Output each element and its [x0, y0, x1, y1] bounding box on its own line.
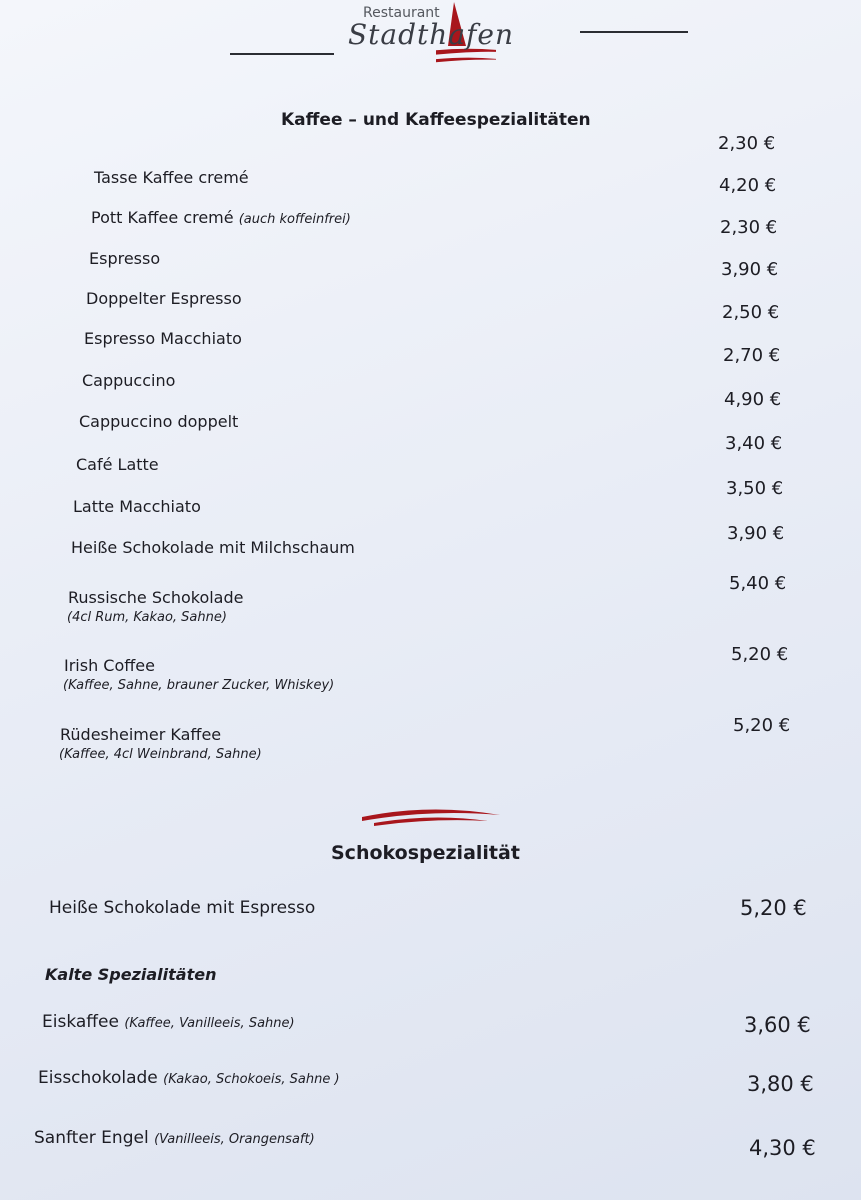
wave-divider-icon — [360, 805, 502, 827]
menu-item-name: Heiße Schokolade mit Espresso — [49, 898, 316, 918]
menu-item-price: 3,80 € — [747, 1072, 814, 1096]
menu-item-name: Espresso — [89, 249, 161, 268]
menu-header — [0, 0, 861, 80]
menu-item-price: 2,70 € — [723, 345, 781, 366]
logo-right-rule — [580, 31, 688, 33]
section-title-schoko: Schokospezialität — [331, 842, 520, 864]
menu-item-price: 3,90 € — [727, 523, 785, 544]
menu-item-note: (Kakao, Schokoeis, Sahne ) — [163, 1072, 340, 1087]
menu-item-price: 4,30 € — [749, 1136, 816, 1160]
menu-item-price: 4,90 € — [724, 389, 782, 410]
menu-item-note: (auch koffeinfrei) — [238, 212, 351, 227]
logo-restaurant-text: Restaurant — [363, 5, 440, 21]
menu-item-name: Heiße Schokolade mit Milchschaum — [71, 538, 355, 557]
menu-item-price: 3,40 € — [725, 433, 783, 454]
menu-item-price: 5,20 € — [731, 644, 789, 665]
menu-item-price: 2,50 € — [722, 302, 780, 323]
section-title-kalte: Kalte Spezialitäten — [45, 965, 217, 984]
logo-left-rule — [230, 53, 334, 55]
menu-item-price: 5,40 € — [729, 573, 787, 594]
menu-item-price: 3,50 € — [726, 478, 784, 499]
menu-item-note: (Kaffee, Vanilleeis, Sahne) — [124, 1016, 295, 1031]
menu-item-name: Sanfter Engel (Vanilleeis, Orangensaft) — [34, 1128, 315, 1148]
menu-item-note: (Vanilleeis, Orangensaft) — [154, 1132, 315, 1147]
menu-item-name: Doppelter Espresso — [86, 289, 242, 308]
menu-item-price: 3,90 € — [721, 259, 779, 280]
menu-item-name: Eisschokolade (Kakao, Schokoeis, Sahne ) — [38, 1068, 340, 1088]
menu-item-price: 5,20 € — [740, 896, 807, 920]
menu-item-name: Russische Schokolade — [68, 588, 244, 607]
menu-item-name: Tasse Kaffee cremé — [94, 168, 249, 187]
menu-item-name: Rüdesheimer Kaffee — [60, 725, 222, 744]
menu-item-name: Eiskaffee (Kaffee, Vanilleeis, Sahne) — [42, 1012, 295, 1032]
section-title-kaffee: Kaffee – und Kaffeespezialitäten — [281, 110, 591, 130]
menu-item-name: Irish Coffee — [64, 656, 155, 675]
menu-item-name: Café Latte — [76, 455, 159, 474]
menu-item-name: Pott Kaffee cremé (auch koffeinfrei) — [91, 208, 351, 227]
menu-item-price: 5,20 € — [733, 715, 791, 736]
menu-item-name: Cappuccino — [82, 371, 176, 390]
menu-item-price: 4,20 € — [719, 175, 777, 196]
menu-item-description: (4cl Rum, Kakao, Sahne) — [67, 610, 227, 625]
menu-item-price: 2,30 € — [720, 217, 778, 238]
menu-item-description: (Kaffee, 4cl Weinbrand, Sahne) — [59, 747, 262, 762]
menu-item-price: 2,30 € — [718, 133, 776, 154]
menu-item-price: 3,60 € — [744, 1013, 811, 1037]
menu-item-name: Cappuccino doppelt — [79, 412, 239, 431]
menu-item-name: Latte Macchiato — [73, 497, 201, 516]
menu-item-name: Espresso Macchiato — [84, 329, 242, 348]
menu-item-description: (Kaffee, Sahne, brauner Zucker, Whiskey) — [63, 678, 335, 693]
logo-name-text: Stadthafen — [348, 18, 514, 51]
